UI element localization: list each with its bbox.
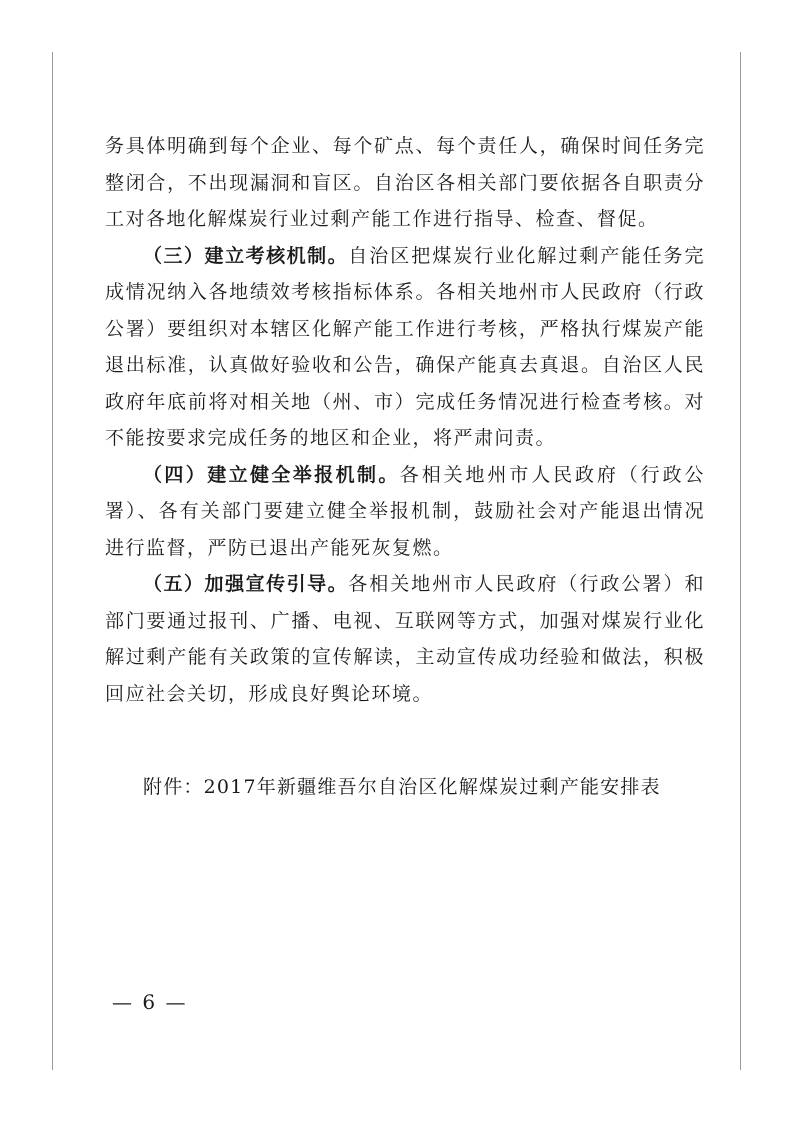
left-margin-line	[52, 52, 53, 1070]
paragraph-assessment-mechanism	[105, 238, 705, 457]
section-heading-reporting: （四）建立健全举报机制。	[143, 463, 400, 486]
section-heading-assessment: （三）建立考核机制。	[143, 244, 349, 267]
document-body	[105, 128, 705, 712]
paragraph-text: 各相关地州市人民政府（行政公署）和部门要通过报刊、广播、电视、互联网等方式，加强对煤炭行业化解过剩产能有关政策的宣传解读，主动宣传成功经验和做法，积极回应社会关切，形成良好舆论环境。	[105, 573, 705, 705]
section-heading-publicity: （五）加强宣传引导。	[143, 573, 349, 595]
right-margin-line	[740, 52, 741, 1070]
paragraph-text: 务具体明确到每个企业、每个矿点、每个责任人，确保时间任务完整闭合，不出现漏洞和盲区。自治区各相关部门要依据各自职责分工对各地化解煤炭行业过剩产能工作进行指导、检查、督促。	[105, 135, 705, 230]
attachment-line: 附件：2017年新疆维吾尔自治区化解煤炭过剩产能安排表	[143, 776, 661, 798]
paragraph-reporting-mechanism	[105, 457, 705, 567]
page-number: — 6 —	[112, 990, 188, 1014]
paragraph-text: 各相关地州市人民政府（行政公署）、各有关部门要建立健全举报机制，鼓励社会对产能退出情况进行监督，严防已退出产能死灰复燃。	[105, 463, 705, 559]
paragraph-text: 自治区把煤炭行业化解过剩产能任务完成情况纳入各地绩效考核指标体系。各相关地州市人民政府（行政公署）要组织对本辖区化解产能工作进行考核，严格执行煤炭产能退出标准，认真做好验收和公告，确保产能真去真退。自治区人民政府年底前将对相关地（州、市）完成任务情况进行检查考核。对不能按要求完成任务的地区和企业，将严肃问责。	[105, 244, 705, 449]
paragraph-publicity-guidance	[105, 566, 705, 712]
paragraph-continuation	[105, 128, 705, 238]
